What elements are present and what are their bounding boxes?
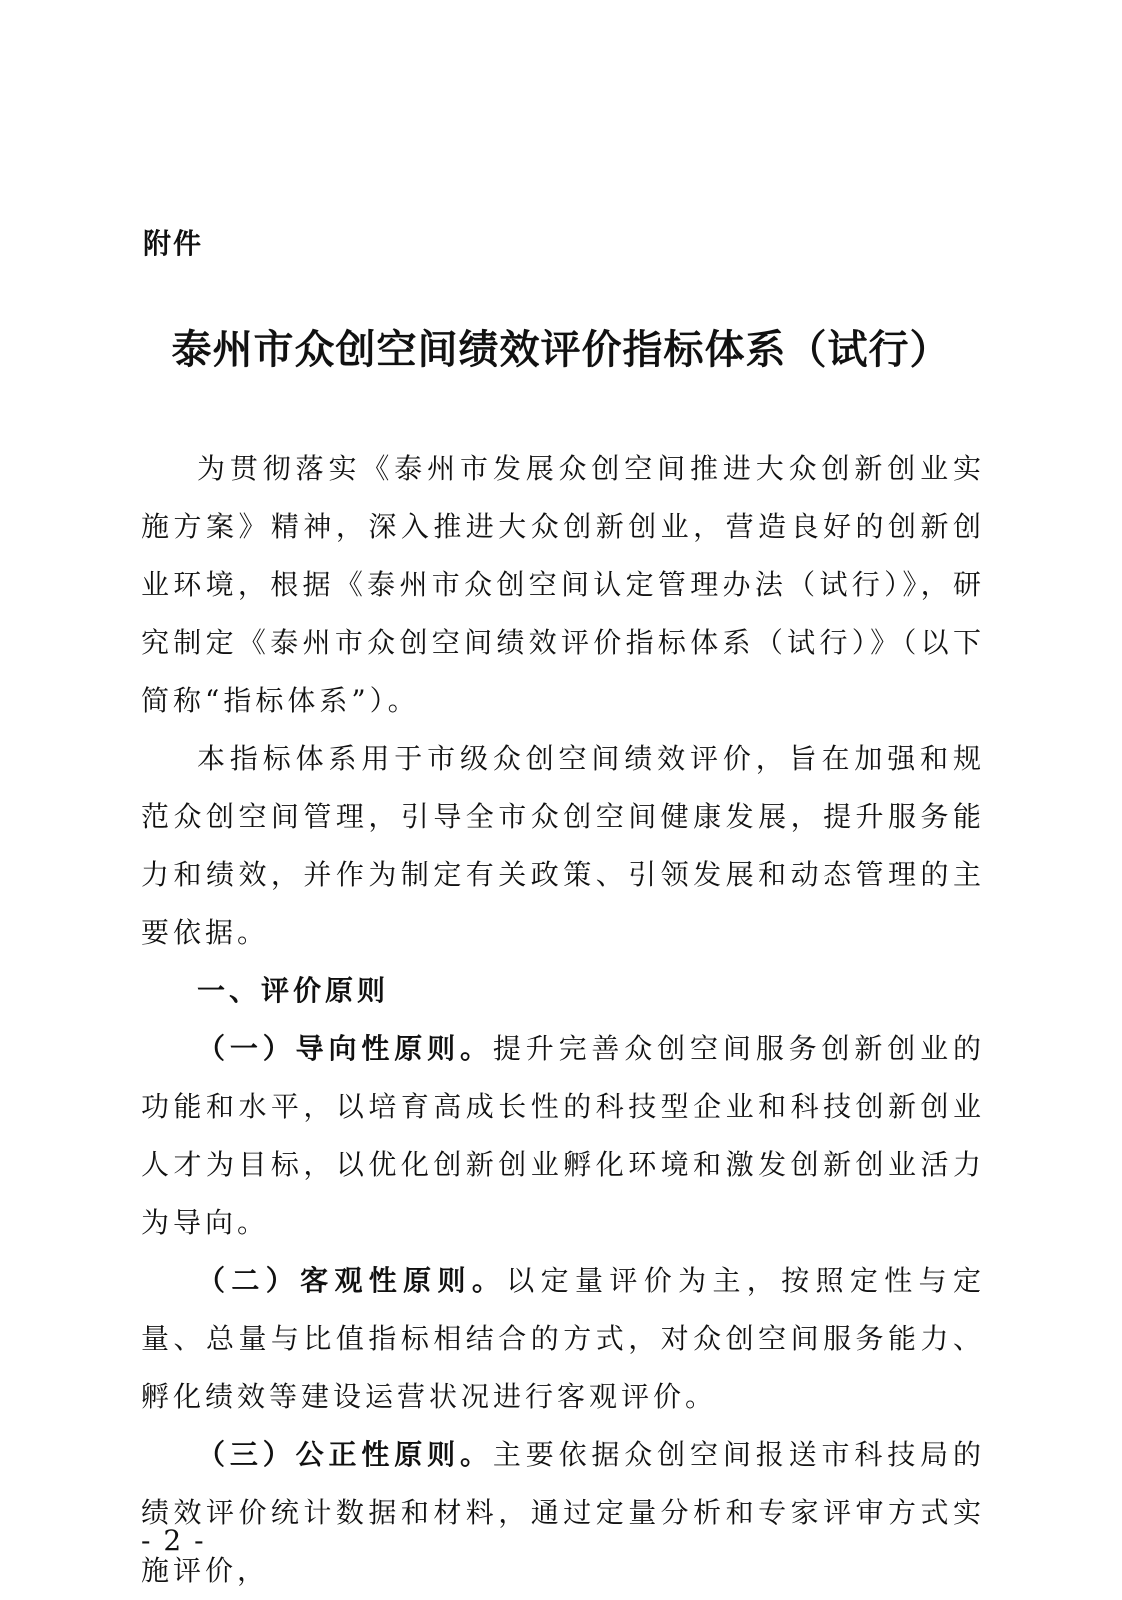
- principle-text: 主要依据众创空间报送市科技局的绩效评价统计数据和材料，通过定量分析和专家评审方式实施评价，: [141, 1438, 985, 1587]
- document-body: [141, 440, 985, 1600]
- principle-lead: （三）公正性原则。: [197, 1438, 493, 1471]
- principle-text: 以定量评价为主，按照定性与定量、总量与比值指标相结合的方式，对众创空间服务能力、孵化绩效等建设运营状况进行客观评价。: [141, 1264, 985, 1413]
- page-number: - 2 -: [141, 1524, 206, 1557]
- principle-paragraph-2: [141, 1252, 985, 1426]
- intro-paragraph-2: 本指标体系用于市级众创空间绩效评价，旨在加强和规范众创空间管理，引导全市众创空间健康发展，提升服务能力和绩效，并作为制定有关政策、引领发展和动态管理的主要依据。: [141, 742, 985, 949]
- section-heading: 一、评价原则: [197, 974, 390, 1007]
- principle-lead: （一）导向性原则。: [197, 1032, 493, 1065]
- principle-paragraph-3: [141, 1426, 985, 1600]
- intro-paragraph-1: 为贯彻落实《泰州市发展众创空间推进大众创新创业实施方案》精神，深入推进大众创新创业，营造良好的创新创业环境，根据《泰州市众创空间认定管理办法（试行）》，研究制定《泰州市众创空间绩效评价指标体系（试行）》（以下简称“指标体系”）。: [141, 452, 985, 717]
- principle-text: 提升完善众创空间服务创新创业的功能和水平，以培育高成长性的科技型企业和科技创新创业人才为目标，以优化创新创业孵化环境和激发创新创业活力为导向。: [141, 1032, 985, 1239]
- principle-lead: （二）客观性原则。: [197, 1264, 507, 1297]
- attachment-label: 附件: [143, 227, 204, 260]
- document-title: 泰州市众创空间绩效评价指标体系（试行）: [171, 326, 951, 373]
- principle-paragraph-1: [141, 1020, 985, 1252]
